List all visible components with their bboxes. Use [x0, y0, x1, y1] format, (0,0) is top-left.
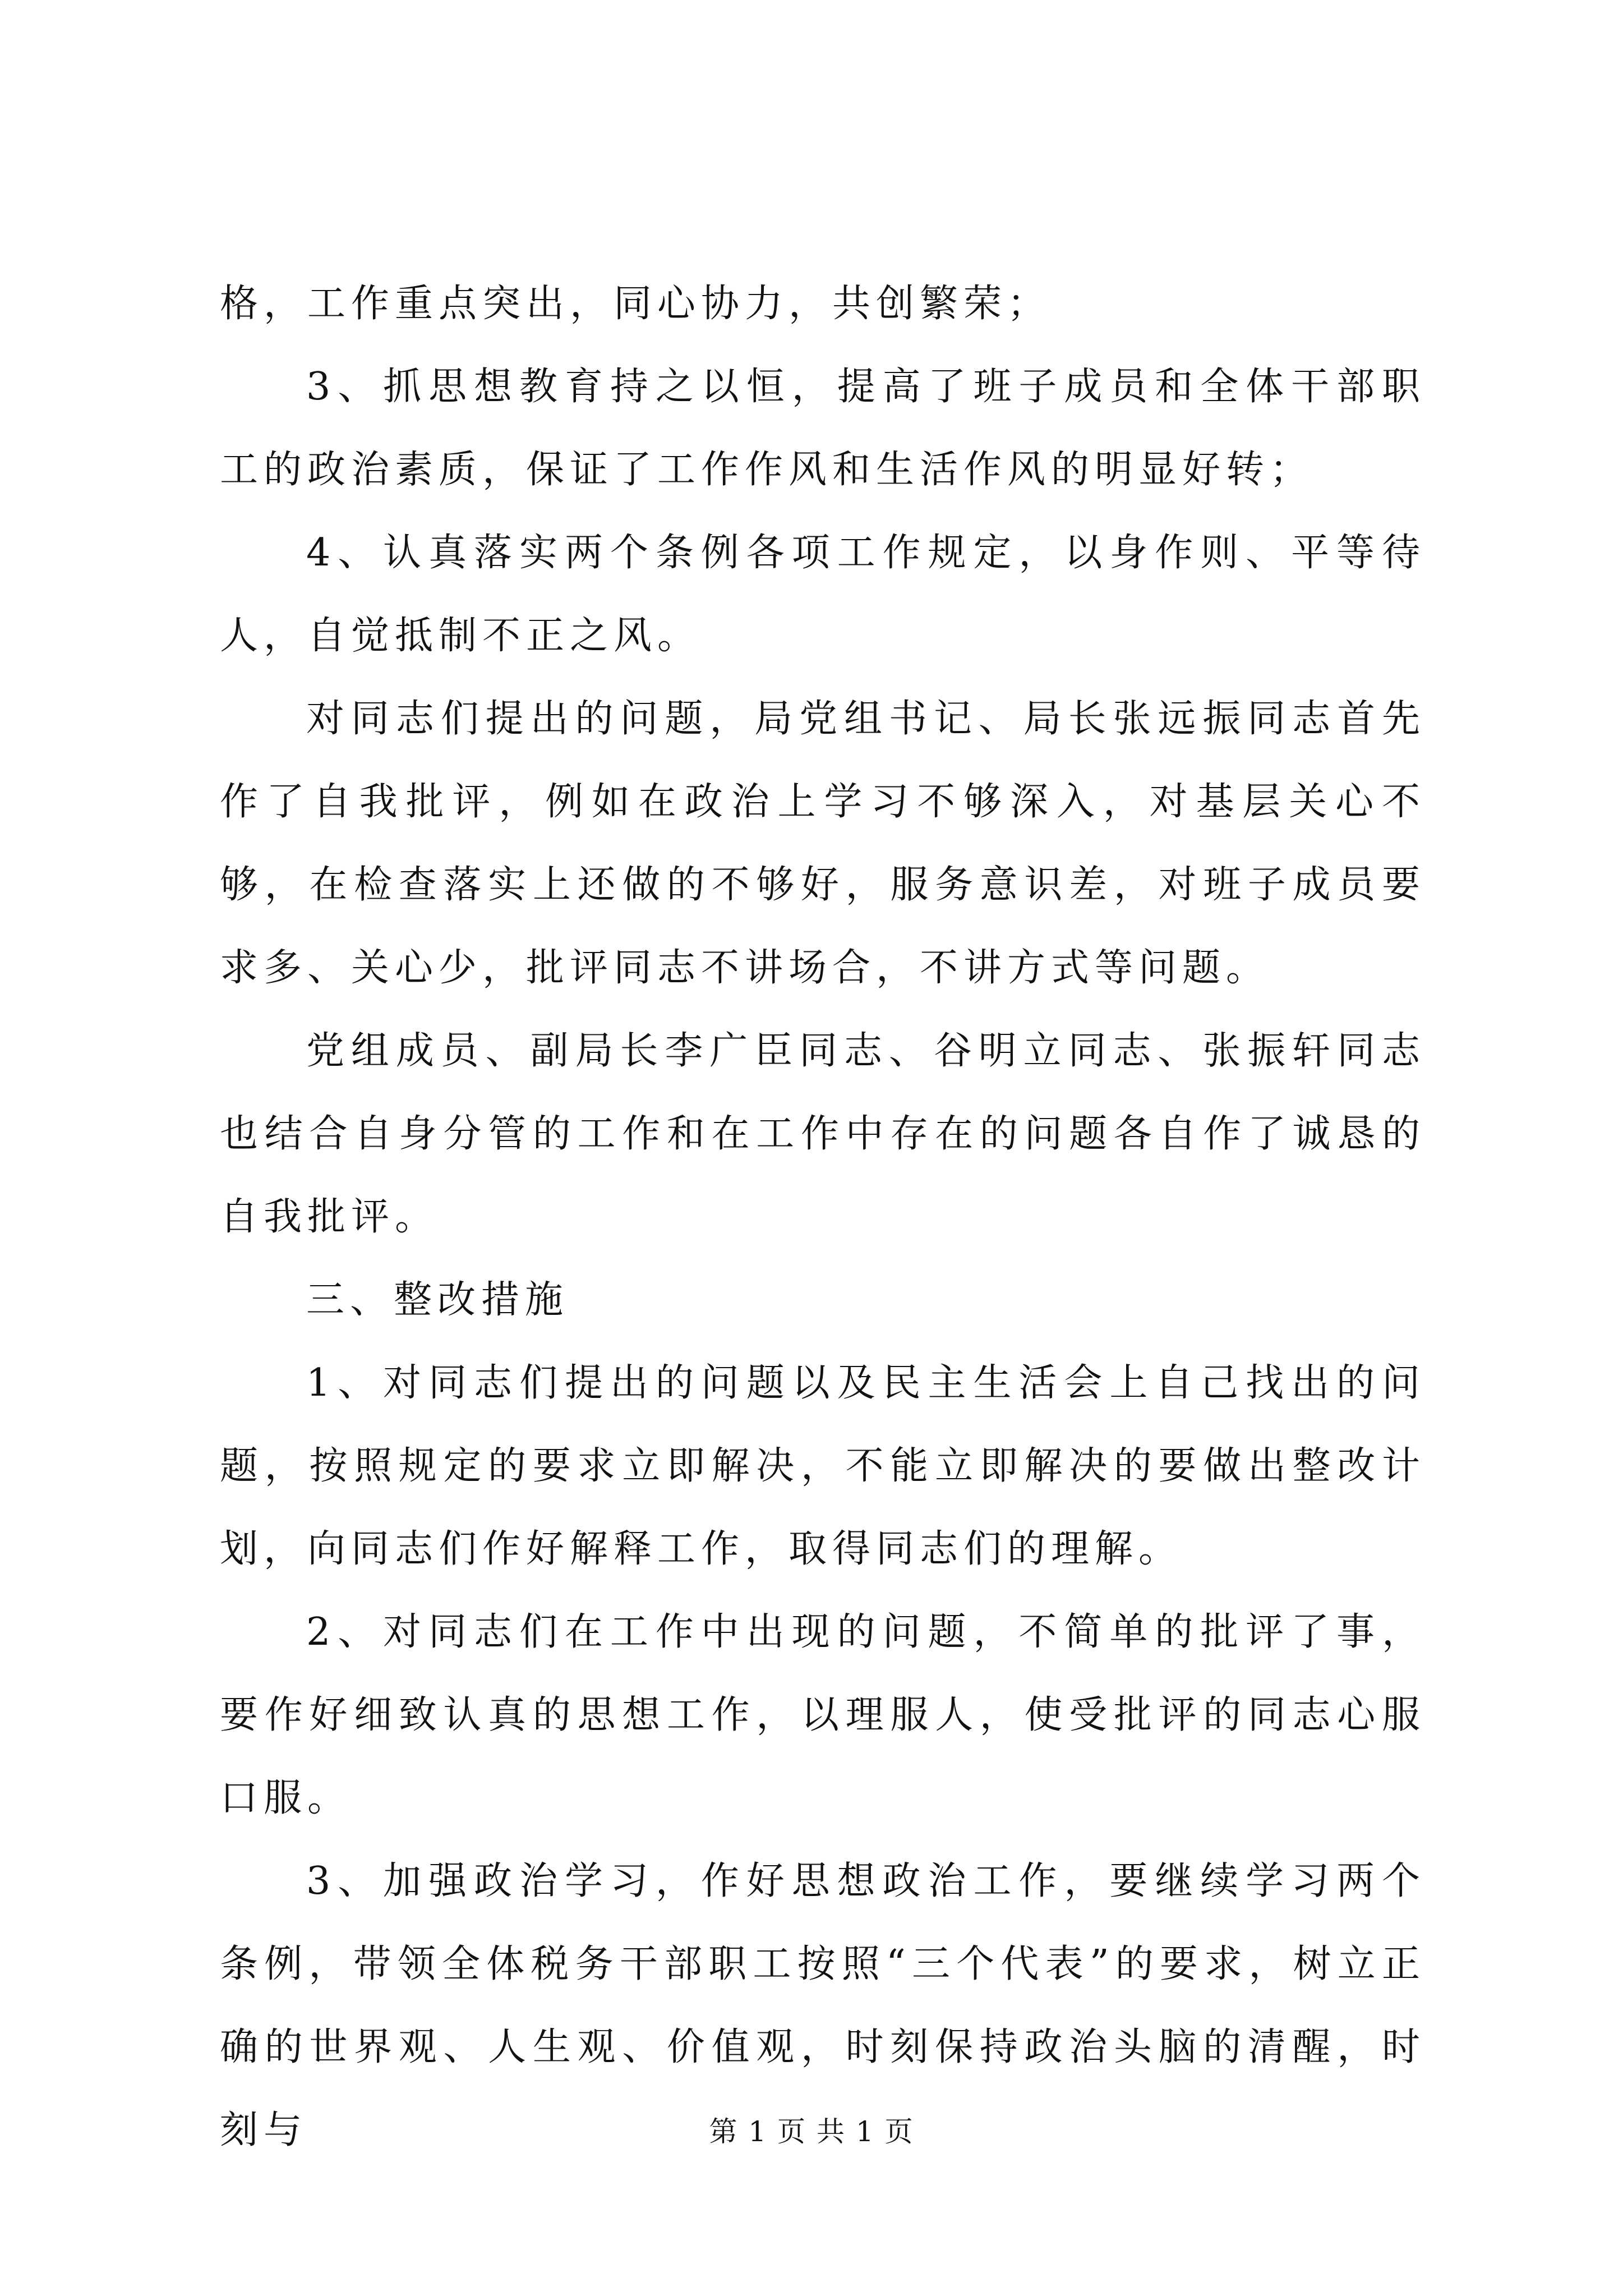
page-footer: 第 1 页 共 1 页 — [709, 2115, 914, 2148]
paragraph-2: 3、抓思想教育持之以恒，提高了班子成员和全体干部职工的政治素质，保证了工作作风和生活作风的明显好转； — [220, 365, 1426, 492]
paragraph-8: 2、对同志们在工作中出现的问题，不简单的批评了事，要作好细致认真的思想工作，以理服人，使受批评的同志心服口服。 — [220, 1610, 1426, 1820]
paragraph-5: 党组成员、副局长李广臣同志、谷明立同志、张振轩同志也结合自身分管的工作和在工作中存在的问题各自作了诚恳的自我批评。 — [220, 1029, 1426, 1239]
paragraph-4: 对同志们提出的问题，局党组书记、局长张远振同志首先作了自我批评，例如在政治上学习不够深入，对基层关心不够，在检查落实上还做的不够好，服务意识差，对班子成员要求多、关心少，批评同志不讲场合，不讲方式等问题。 — [220, 697, 1426, 990]
paragraph-1: 格，工作重点突出，同心协力，共创繁荣； — [220, 282, 1052, 326]
paragraph-3: 4、认真落实两个条例各项工作规定，以身作则、平等待人，自觉抵制不正之风。 — [220, 531, 1426, 658]
paragraph-7: 1、对同志们提出的问题以及民主生活会上自己找出的问题，按照规定的要求立即解决，不能立即解决的要做出整改计划，向同志们作好解释工作，取得同志们的理解。 — [220, 1361, 1426, 1571]
document-body — [220, 263, 1426, 2172]
paragraph-9: 3、加强政治学习，作好思想政治工作，要继续学习两个条例，带领全体税务干部职工按照“三个代表”的要求，树立正确的世界观、人生观、价值观，时刻保持政治头脑的清醒，时刻与 — [220, 1859, 1426, 2152]
section-heading: 三、整改措施 — [306, 1278, 569, 1322]
